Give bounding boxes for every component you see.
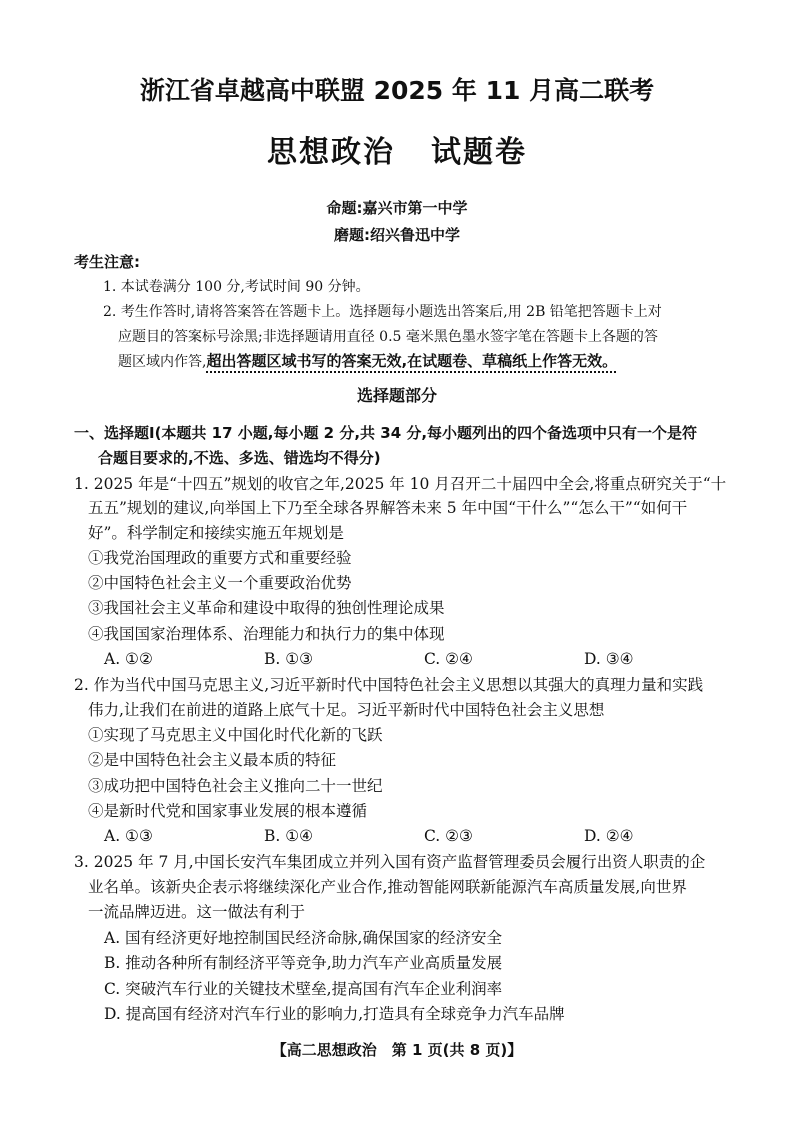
exam-title: 浙江省卓越高中联盟 2025 年 11 月高二联考 bbox=[139, 76, 655, 105]
q1-statement-3: ③我国社会主义革命和建设中取得的独创性理论成果 bbox=[88, 599, 445, 617]
notice-item-2-line3 bbox=[118, 351, 617, 372]
q1-option-c: C. ②④ bbox=[424, 650, 473, 668]
q1-statement-2: ②中国特色社会主义一个重要政治优势 bbox=[88, 574, 352, 592]
q1-stem-line1: 1. 2025 年是“十四五”规划的收官之年,2025 年 10 月召开二十届四中全会,将重点研究关于“十 bbox=[74, 475, 727, 493]
q1-option-a: A. ①② bbox=[104, 650, 153, 668]
q1-statement-4: ④我国国家治理体系、治理能力和执行力的集中体现 bbox=[88, 625, 445, 643]
q3-stem-line2: 业名单。该新央企表示将继续深化产业合作,推动智能网联新能源汽车高质量发展,向世界 bbox=[88, 878, 687, 896]
section-title: 选择题部分 bbox=[356, 386, 437, 405]
part1-instructions-line1: 一、选择题Ⅰ(本题共 17 小题,每小题 2 分,共 34 分,每小题列出的四个备选项中只有一个是符 bbox=[74, 424, 698, 442]
notice-item-1: 1. 本试卷满分 100 分,考试时间 90 分钟。 bbox=[103, 279, 370, 295]
q1-stem-line2: 五五”规划的建议,向举国上下乃至全球各界解答未来 5 年中国“干什么”“怎么干”“如何干 bbox=[88, 499, 688, 517]
q3-option-c: C. 突破汽车行业的关键技术壁垒,提高国有汽车企业利润率 bbox=[104, 980, 503, 998]
q1-statement-1: ①我党治国理政的重要方式和重要经验 bbox=[88, 549, 352, 567]
q2-statement-4: ④是新时代党和国家事业发展的根本遵循 bbox=[88, 802, 368, 820]
q2-option-b: B. ①④ bbox=[264, 827, 314, 845]
q3-option-d: D. 提高国有经济对汽车行业的影响力,打造具有全球竞争力汽车品牌 bbox=[104, 1005, 565, 1023]
q1-stem-line3: 好”。科学制定和接续实施五年规划是 bbox=[88, 524, 344, 542]
q3-option-a: A. 国有经济更好地控制国民经济命脉,确保国家的经济安全 bbox=[104, 929, 502, 947]
q2-option-a: A. ①③ bbox=[104, 827, 153, 845]
part1-instructions-line2: 合题目要求的,不选、多选、错选均不得分) bbox=[98, 449, 381, 467]
notice-emphasis: 超出答题区域书写的答案无效,在试题卷、草稿纸上作答无效。 bbox=[206, 352, 618, 370]
q2-stem-line1: 2. 作为当代中国马克思主义,习近平新时代中国特色社会主义思想以其强大的真理力量和实践 bbox=[74, 676, 704, 694]
subject-title bbox=[0, 134, 794, 172]
q1-option-b: B. ①③ bbox=[264, 650, 314, 668]
notice-item-2-line1: 2. 考生作答时,请将答案答在答题卡上。选择题每小题选出答案后,用 2B 铅笔把答题卡上对 bbox=[103, 304, 662, 320]
q1-option-d: D. ③④ bbox=[584, 650, 634, 668]
q2-option-d: D. ②④ bbox=[584, 827, 634, 845]
notice-item-2-text: 题区域内作答, bbox=[118, 354, 207, 370]
q3-option-b: B. 推动各种所有制经济平等竞争,助力汽车产业高质量发展 bbox=[104, 954, 503, 972]
subject-name: 思想政治 bbox=[267, 135, 395, 170]
notice-heading: 考生注意: bbox=[74, 253, 140, 271]
paper-name: 试题卷 bbox=[431, 135, 527, 170]
q3-stem-line3: 一流品牌迈进。这一做法有利于 bbox=[88, 903, 306, 921]
q2-statement-2: ②是中国特色社会主义最本质的特征 bbox=[88, 751, 337, 769]
q2-option-c: C. ②③ bbox=[424, 827, 473, 845]
page-footer: 【高二思想政治 第 1 页(共 8 页)】 bbox=[271, 1041, 523, 1059]
reviewer-line: 磨题:绍兴鲁迅中学 bbox=[334, 226, 460, 244]
author-line: 命题:嘉兴市第一中学 bbox=[326, 199, 468, 217]
notice-item-2-line2: 应题目的答案标号涂黑;非选择题请用直径 0.5 毫米黑色墨水签字笔在答题卡上各题的答 bbox=[118, 329, 658, 345]
q2-statement-3: ③成功把中国特色社会主义推向二十一世纪 bbox=[88, 777, 383, 795]
q2-statement-1: ①实现了马克思主义中国化时代化新的飞跃 bbox=[88, 726, 383, 744]
q2-stem-line2: 伟力,让我们在前进的道路上底气十足。习近平新时代中国特色社会主义思想 bbox=[88, 701, 605, 719]
q3-stem-line1: 3. 2025 年 7 月,中国长安汽车集团成立并列入国有资产监督管理委员会履行出资人职责的企 bbox=[74, 853, 706, 871]
